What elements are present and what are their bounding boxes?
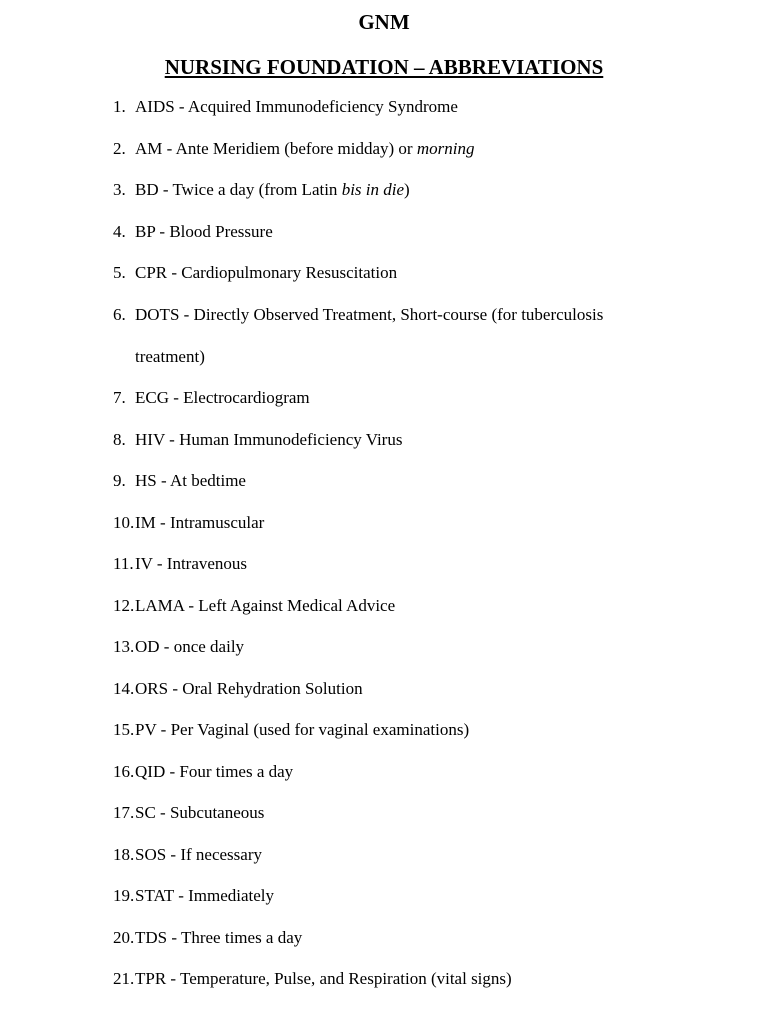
list-item-number: 12. bbox=[113, 595, 135, 615]
list-item-text bbox=[135, 720, 469, 739]
list-item bbox=[0, 178, 768, 202]
list-item-number: 13. bbox=[113, 637, 135, 656]
text-segment: ) bbox=[404, 180, 410, 199]
list-item-text bbox=[135, 803, 264, 822]
text-segment: BD - Twice a day (from Latin bbox=[135, 180, 342, 199]
text-segment: LAMA - Left Against Medical Advice bbox=[135, 595, 396, 615]
list-item-number: 19. bbox=[113, 886, 135, 905]
text-segment: ORS - Oral Rehydration Solution bbox=[135, 678, 363, 698]
list-item-text bbox=[135, 969, 512, 988]
list-item bbox=[0, 967, 768, 991]
list-item bbox=[0, 843, 768, 867]
text-segment: SOS - If necessary bbox=[135, 844, 262, 864]
list-item bbox=[0, 926, 768, 950]
text-segment: TDS - Three times a day bbox=[135, 927, 303, 947]
text-segment: IM - Intramuscular bbox=[135, 512, 265, 532]
list-item bbox=[0, 137, 768, 161]
list-item-text bbox=[135, 845, 262, 864]
list-item bbox=[0, 677, 768, 701]
list-item-text bbox=[135, 554, 247, 573]
list-item-number: 20. bbox=[113, 927, 135, 947]
italic-term: morning bbox=[416, 138, 475, 158]
list-item bbox=[0, 469, 768, 493]
list-item-number: 15. bbox=[113, 720, 135, 739]
text-segment: AIDS - Acquired Immunodeficiency Syndrome bbox=[135, 97, 458, 116]
list-item bbox=[0, 386, 768, 410]
text-segment: QID - Four times a day bbox=[135, 761, 294, 781]
text-segment: SC - Subcutaneous bbox=[135, 803, 265, 822]
text-segment: TPR - Temperature, Pulse, and Respiration (vital signs) bbox=[135, 969, 512, 988]
list-item-number: 5. bbox=[113, 263, 126, 282]
text-segment: AM - Ante Meridiem (before midday) or bbox=[135, 138, 417, 158]
list-item-text bbox=[135, 637, 244, 656]
document-heading: NURSING FOUNDATION – ABBREVIATIONS bbox=[164, 55, 604, 79]
list-item bbox=[0, 801, 768, 825]
list-item-number: 2. bbox=[113, 138, 126, 158]
list-item bbox=[0, 594, 768, 618]
list-item-text bbox=[135, 928, 302, 947]
list-item-number: 1. bbox=[113, 97, 126, 116]
list-item-text bbox=[135, 430, 402, 449]
list-item-text bbox=[135, 222, 273, 241]
text-segment: OD - once daily bbox=[135, 637, 245, 656]
list-item-number: 7. bbox=[113, 388, 126, 407]
list-item-text bbox=[135, 263, 397, 282]
list-item bbox=[0, 220, 768, 244]
text-segment: BP - Blood Pressure bbox=[135, 221, 273, 241]
text-segment: STAT - Immediately bbox=[135, 886, 275, 905]
text-segment: ECG - Electrocardiogram bbox=[135, 388, 310, 407]
text-segment: IV - Intravenous bbox=[135, 554, 248, 573]
list-item-number: 18. bbox=[113, 844, 135, 864]
list-item-text bbox=[135, 513, 264, 532]
list-item-number: 17. bbox=[113, 803, 135, 822]
text-segment: CPR - Cardiopulmonary Resuscitation bbox=[135, 263, 398, 282]
list-item-number: 8. bbox=[113, 429, 126, 449]
list-item bbox=[0, 718, 768, 742]
text-segment: DOTS - Directly Observed Treatment, Short-course (for tuberculosis treatment) bbox=[135, 305, 604, 366]
list-item-text bbox=[135, 762, 293, 781]
list-item-text bbox=[135, 305, 603, 366]
list-item bbox=[0, 760, 768, 784]
list-item bbox=[0, 294, 768, 377]
text-segment: PV - Per Vaginal (used for vaginal examinations) bbox=[135, 720, 470, 739]
list-item-number: 14. bbox=[113, 678, 135, 698]
list-item-text bbox=[135, 886, 274, 905]
list-item-number: 10. bbox=[113, 512, 135, 532]
list-item bbox=[0, 511, 768, 535]
list-item-text bbox=[135, 180, 410, 199]
list-item-number: 9. bbox=[113, 471, 126, 490]
list-item-text bbox=[135, 97, 458, 116]
list-item-number: 11. bbox=[113, 554, 134, 573]
list-item-text bbox=[135, 679, 363, 698]
list-item-text bbox=[135, 596, 395, 615]
list-item-text bbox=[135, 388, 310, 407]
list-item-text bbox=[135, 471, 246, 490]
list-item-number: 16. bbox=[113, 761, 135, 781]
list-item bbox=[0, 428, 768, 452]
list-item bbox=[0, 552, 768, 576]
italic-term: bis in die bbox=[341, 180, 405, 199]
list-item-number: 21. bbox=[113, 969, 135, 988]
list-item-number: 6. bbox=[113, 305, 126, 324]
list-item-text bbox=[135, 139, 474, 158]
list-item bbox=[0, 261, 768, 285]
abbreviation-list bbox=[0, 95, 768, 1009]
list-item bbox=[0, 635, 768, 659]
document-title: GNM bbox=[358, 10, 410, 34]
text-segment: HS - At bedtime bbox=[135, 471, 246, 490]
text-segment: HIV - Human Immunodeficiency Virus bbox=[135, 429, 403, 449]
list-item-number: 3. bbox=[113, 180, 126, 199]
list-item-number: 4. bbox=[113, 221, 126, 241]
list-item bbox=[0, 95, 768, 119]
list-item bbox=[0, 884, 768, 908]
